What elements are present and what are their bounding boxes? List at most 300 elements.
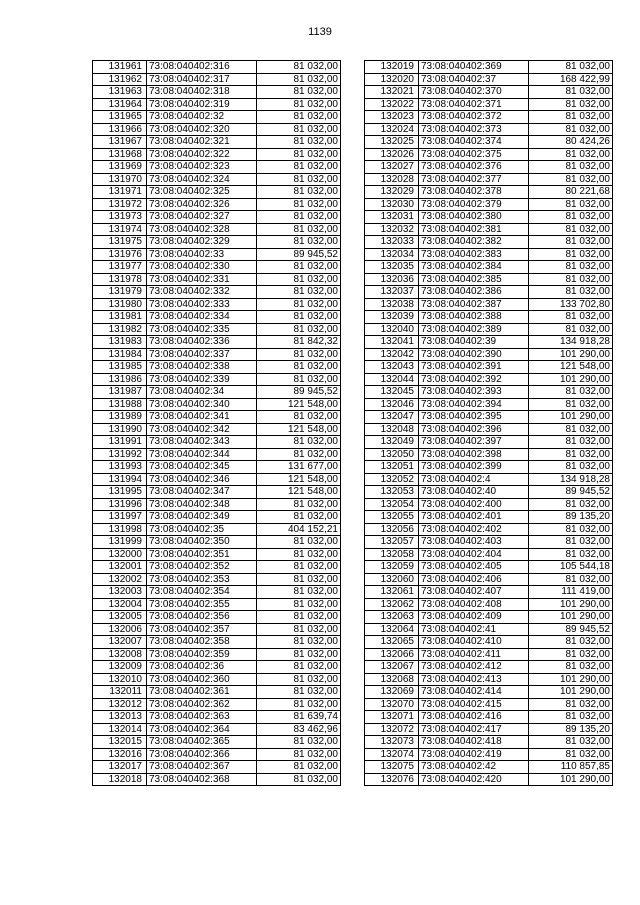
cadastral-value-cell: 89 945,52 [529, 623, 613, 636]
table-row [365, 536, 613, 549]
cadastral-number-cell: 73:08:040402:331 [147, 273, 257, 286]
cadastral-number-cell: 73:08:040402:372 [419, 111, 529, 124]
cadastral-value-cell: 81 032,00 [257, 111, 341, 124]
table-row [365, 236, 613, 249]
cadastral-number-cell: 73:08:040402:352 [147, 561, 257, 574]
table-row [93, 61, 341, 74]
table-row [93, 636, 341, 649]
table-body [365, 61, 613, 786]
row-number-cell: 132012 [93, 698, 147, 711]
table-row [365, 561, 613, 574]
table-row [93, 211, 341, 224]
cadastral-number-cell: 73:08:040402:347 [147, 486, 257, 499]
table-row [93, 673, 341, 686]
row-number-cell: 131967 [93, 136, 147, 149]
cadastral-value-cell: 134 918,28 [529, 473, 613, 486]
cadastral-number-cell: 73:08:040402:400 [419, 498, 529, 511]
cadastral-value-cell: 110 857,85 [529, 761, 613, 774]
cadastral-value-cell: 121 548,00 [529, 361, 613, 374]
table-row [93, 411, 341, 424]
cadastral-value-cell: 101 290,00 [529, 373, 613, 386]
row-number-cell: 131961 [93, 61, 147, 74]
cadastral-table-left [92, 60, 341, 786]
row-number-cell: 132042 [365, 348, 419, 361]
cadastral-number-cell: 73:08:040402:415 [419, 698, 529, 711]
row-number-cell: 132066 [365, 648, 419, 661]
row-number-cell: 131976 [93, 248, 147, 261]
cadastral-number-cell: 73:08:040402:409 [419, 611, 529, 624]
cadastral-value-cell: 81 032,00 [257, 611, 341, 624]
cadastral-value-cell: 81 032,00 [257, 448, 341, 461]
row-number-cell: 132003 [93, 586, 147, 599]
row-number-cell: 131987 [93, 386, 147, 399]
row-number-cell: 132076 [365, 773, 419, 786]
table-row [93, 686, 341, 699]
table-row [93, 186, 341, 199]
row-number-cell: 131996 [93, 498, 147, 511]
row-number-cell: 132049 [365, 436, 419, 449]
table-row [365, 673, 613, 686]
row-number-cell: 131970 [93, 173, 147, 186]
cadastral-value-cell: 81 032,00 [257, 223, 341, 236]
cadastral-number-cell: 73:08:040402:350 [147, 536, 257, 549]
cadastral-value-cell: 81 032,00 [257, 761, 341, 774]
table-row [365, 773, 613, 786]
row-number-cell: 131984 [93, 348, 147, 361]
cadastral-value-cell: 81 032,00 [529, 223, 613, 236]
row-number-cell: 132040 [365, 323, 419, 336]
table-row [365, 86, 613, 99]
cadastral-value-cell: 81 032,00 [257, 548, 341, 561]
cadastral-number-cell: 73:08:040402:402 [419, 523, 529, 536]
table-row [93, 336, 341, 349]
cadastral-number-cell: 73:08:040402:325 [147, 186, 257, 199]
cadastral-number-cell: 73:08:040402:36 [147, 661, 257, 674]
table-row [93, 586, 341, 599]
table-row [93, 236, 341, 249]
row-number-cell: 131991 [93, 436, 147, 449]
table-row [93, 448, 341, 461]
cadastral-number-cell: 73:08:040402:330 [147, 261, 257, 274]
table-row [93, 248, 341, 261]
cadastral-value-cell: 81 032,00 [257, 98, 341, 111]
cadastral-number-cell: 73:08:040402:338 [147, 361, 257, 374]
cadastral-value-cell: 81 032,00 [257, 298, 341, 311]
table-row [93, 723, 341, 736]
cadastral-value-cell: 80 424,26 [529, 136, 613, 149]
table-row [365, 336, 613, 349]
cadastral-value-cell: 81 032,00 [529, 198, 613, 211]
table-row [93, 98, 341, 111]
cadastral-value-cell: 81 032,00 [529, 173, 613, 186]
cadastral-number-cell: 73:08:040402:337 [147, 348, 257, 361]
table-row [93, 148, 341, 161]
table-row [365, 211, 613, 224]
row-number-cell: 132035 [365, 261, 419, 274]
cadastral-number-cell: 73:08:040402:377 [419, 173, 529, 186]
cadastral-value-cell: 81 032,00 [257, 511, 341, 524]
row-number-cell: 131981 [93, 311, 147, 324]
row-number-cell: 132060 [365, 573, 419, 586]
cadastral-number-cell: 73:08:040402:419 [419, 748, 529, 761]
cadastral-value-cell: 168 422,99 [529, 73, 613, 86]
cadastral-value-cell: 89 945,52 [257, 248, 341, 261]
cadastral-value-cell: 81 032,00 [529, 448, 613, 461]
row-number-cell: 132048 [365, 423, 419, 436]
table-row [93, 123, 341, 136]
cadastral-value-cell: 81 639,74 [257, 711, 341, 724]
cadastral-number-cell: 73:08:040402:387 [419, 298, 529, 311]
cadastral-value-cell: 101 290,00 [529, 598, 613, 611]
cadastral-number-cell: 73:08:040402:354 [147, 586, 257, 599]
cadastral-value-cell: 81 032,00 [529, 461, 613, 474]
row-number-cell: 131980 [93, 298, 147, 311]
cadastral-value-cell: 121 548,00 [257, 473, 341, 486]
row-number-cell: 132062 [365, 598, 419, 611]
cadastral-value-cell: 81 032,00 [257, 748, 341, 761]
table-row [93, 611, 341, 624]
row-number-cell: 132029 [365, 186, 419, 199]
cadastral-value-cell: 81 032,00 [257, 136, 341, 149]
cadastral-number-cell: 73:08:040402:365 [147, 736, 257, 749]
table-row [365, 723, 613, 736]
cadastral-value-cell: 404 152,21 [257, 523, 341, 536]
table-row [365, 711, 613, 724]
table-row [365, 648, 613, 661]
table-row [365, 698, 613, 711]
row-number-cell: 132038 [365, 298, 419, 311]
table-row [365, 223, 613, 236]
table-row [365, 523, 613, 536]
cadastral-value-cell: 81 032,00 [257, 411, 341, 424]
cadastral-value-cell: 81 032,00 [257, 186, 341, 199]
cadastral-value-cell: 101 290,00 [529, 348, 613, 361]
table-row [365, 636, 613, 649]
row-number-cell: 132025 [365, 136, 419, 149]
table-row [365, 198, 613, 211]
cadastral-value-cell: 81 032,00 [529, 311, 613, 324]
cadastral-number-cell: 73:08:040402:356 [147, 611, 257, 624]
table-row [93, 73, 341, 86]
table-row [93, 536, 341, 549]
cadastral-value-cell: 81 032,00 [257, 698, 341, 711]
cadastral-value-cell: 89 945,52 [529, 486, 613, 499]
table-row [365, 411, 613, 424]
cadastral-number-cell: 73:08:040402:340 [147, 398, 257, 411]
cadastral-number-cell: 73:08:040402:405 [419, 561, 529, 574]
row-number-cell: 132056 [365, 523, 419, 536]
cadastral-value-cell: 81 032,00 [529, 248, 613, 261]
cadastral-value-cell: 81 032,00 [529, 161, 613, 174]
row-number-cell: 132069 [365, 686, 419, 699]
cadastral-number-cell: 73:08:040402:394 [419, 398, 529, 411]
table-row [93, 511, 341, 524]
table-row [93, 261, 341, 274]
row-number-cell: 131999 [93, 536, 147, 549]
cadastral-number-cell: 73:08:040402:376 [419, 161, 529, 174]
cadastral-number-cell: 73:08:040402:353 [147, 573, 257, 586]
row-number-cell: 132054 [365, 498, 419, 511]
row-number-cell: 132006 [93, 623, 147, 636]
cadastral-value-cell: 81 032,00 [257, 173, 341, 186]
table-row [365, 298, 613, 311]
row-number-cell: 131969 [93, 161, 147, 174]
cadastral-number-cell: 73:08:040402:4 [419, 473, 529, 486]
table-row [93, 436, 341, 449]
table-row [365, 761, 613, 774]
cadastral-number-cell: 73:08:040402:410 [419, 636, 529, 649]
row-number-cell: 132050 [365, 448, 419, 461]
table-row [365, 511, 613, 524]
row-number-cell: 131985 [93, 361, 147, 374]
cadastral-number-cell: 73:08:040402:364 [147, 723, 257, 736]
table-row [365, 398, 613, 411]
cadastral-value-cell: 81 032,00 [529, 111, 613, 124]
table-row [93, 486, 341, 499]
table-row [93, 423, 341, 436]
page-number: 1139 [308, 26, 332, 38]
table-row [365, 323, 613, 336]
row-number-cell: 132000 [93, 548, 147, 561]
row-number-cell: 132008 [93, 648, 147, 661]
cadastral-value-cell: 111 419,00 [529, 586, 613, 599]
cadastral-number-cell: 73:08:040402:319 [147, 98, 257, 111]
cadastral-value-cell: 134 918,28 [529, 336, 613, 349]
cadastral-value-cell: 121 548,00 [257, 398, 341, 411]
table-row [365, 548, 613, 561]
cadastral-number-cell: 73:08:040402:370 [419, 86, 529, 99]
cadastral-value-cell: 81 032,00 [257, 436, 341, 449]
table-row [365, 73, 613, 86]
cadastral-value-cell: 81 032,00 [257, 348, 341, 361]
row-number-cell: 132030 [365, 198, 419, 211]
cadastral-number-cell: 73:08:040402:375 [419, 148, 529, 161]
cadastral-value-cell: 81 032,00 [529, 236, 613, 249]
table-row [93, 561, 341, 574]
cadastral-number-cell: 73:08:040402:360 [147, 673, 257, 686]
cadastral-number-cell: 73:08:040402:406 [419, 573, 529, 586]
cadastral-value-cell: 81 032,00 [257, 61, 341, 74]
row-number-cell: 132051 [365, 461, 419, 474]
table-row [93, 748, 341, 761]
table-row [93, 298, 341, 311]
row-number-cell: 131963 [93, 86, 147, 99]
cadastral-number-cell: 73:08:040402:33 [147, 248, 257, 261]
cadastral-number-cell: 73:08:040402:383 [419, 248, 529, 261]
cadastral-value-cell: 81 032,00 [529, 273, 613, 286]
table-row [365, 286, 613, 299]
row-number-cell: 132001 [93, 561, 147, 574]
cadastral-value-cell: 101 290,00 [529, 611, 613, 624]
row-number-cell: 132032 [365, 223, 419, 236]
table-row [365, 123, 613, 136]
cadastral-number-cell: 73:08:040402:390 [419, 348, 529, 361]
cadastral-value-cell: 89 135,20 [529, 511, 613, 524]
cadastral-number-cell: 73:08:040402:351 [147, 548, 257, 561]
cadastral-value-cell: 101 290,00 [529, 673, 613, 686]
cadastral-value-cell: 81 032,00 [529, 386, 613, 399]
table-row [93, 373, 341, 386]
table-row [365, 686, 613, 699]
cadastral-value-cell: 81 032,00 [257, 73, 341, 86]
cadastral-number-cell: 73:08:040402:361 [147, 686, 257, 699]
cadastral-value-cell: 83 462,96 [257, 723, 341, 736]
table-row [93, 323, 341, 336]
cadastral-number-cell: 73:08:040402:328 [147, 223, 257, 236]
cadastral-value-cell: 133 702,80 [529, 298, 613, 311]
row-number-cell: 132070 [365, 698, 419, 711]
table-row [365, 148, 613, 161]
row-number-cell: 132047 [365, 411, 419, 424]
table-row [93, 698, 341, 711]
table-row [365, 173, 613, 186]
cadastral-value-cell: 81 032,00 [529, 398, 613, 411]
cadastral-number-cell: 73:08:040402:323 [147, 161, 257, 174]
table-body [93, 61, 341, 786]
table-row [93, 386, 341, 399]
cadastral-value-cell: 81 032,00 [529, 436, 613, 449]
cadastral-number-cell: 73:08:040402:341 [147, 411, 257, 424]
cadastral-value-cell: 81 032,00 [529, 636, 613, 649]
cadastral-number-cell: 73:08:040402:39 [419, 336, 529, 349]
cadastral-number-cell: 73:08:040402:388 [419, 311, 529, 324]
cadastral-number-cell: 73:08:040402:366 [147, 748, 257, 761]
table-row [93, 623, 341, 636]
cadastral-value-cell: 81 032,00 [529, 548, 613, 561]
cadastral-value-cell: 105 544,18 [529, 561, 613, 574]
row-number-cell: 131992 [93, 448, 147, 461]
table-row [365, 373, 613, 386]
cadastral-value-cell: 81 032,00 [529, 286, 613, 299]
row-number-cell: 131994 [93, 473, 147, 486]
row-number-cell: 131989 [93, 411, 147, 424]
cadastral-number-cell: 73:08:040402:335 [147, 323, 257, 336]
cadastral-value-cell: 81 032,00 [529, 698, 613, 711]
cadastral-value-cell: 81 032,00 [257, 123, 341, 136]
table-row [93, 461, 341, 474]
cadastral-value-cell: 89 945,52 [257, 386, 341, 399]
row-number-cell: 131986 [93, 373, 147, 386]
cadastral-value-cell: 81 032,00 [257, 148, 341, 161]
row-number-cell: 132021 [365, 86, 419, 99]
cadastral-value-cell: 101 290,00 [529, 773, 613, 786]
row-number-cell: 131982 [93, 323, 147, 336]
cadastral-value-cell: 81 032,00 [257, 586, 341, 599]
cadastral-number-cell: 73:08:040402:336 [147, 336, 257, 349]
cadastral-value-cell: 81 032,00 [529, 648, 613, 661]
row-number-cell: 131995 [93, 486, 147, 499]
cadastral-number-cell: 73:08:040402:373 [419, 123, 529, 136]
table-row [365, 423, 613, 436]
cadastral-number-cell: 73:08:040402:384 [419, 261, 529, 274]
cadastral-number-cell: 73:08:040402:374 [419, 136, 529, 149]
cadastral-number-cell: 73:08:040402:348 [147, 498, 257, 511]
row-number-cell: 132073 [365, 736, 419, 749]
cadastral-number-cell: 73:08:040402:367 [147, 761, 257, 774]
row-number-cell: 131978 [93, 273, 147, 286]
row-number-cell: 132037 [365, 286, 419, 299]
row-number-cell: 131965 [93, 111, 147, 124]
table-row [93, 573, 341, 586]
cadastral-number-cell: 73:08:040402:386 [419, 286, 529, 299]
cadastral-number-cell: 73:08:040402:35 [147, 523, 257, 536]
cadastral-number-cell: 73:08:040402:324 [147, 173, 257, 186]
cadastral-value-cell: 81 032,00 [257, 361, 341, 374]
cadastral-number-cell: 73:08:040402:342 [147, 423, 257, 436]
row-number-cell: 132002 [93, 573, 147, 586]
table-row [93, 648, 341, 661]
cadastral-number-cell: 73:08:040402:322 [147, 148, 257, 161]
cadastral-number-cell: 73:08:040402:399 [419, 461, 529, 474]
cadastral-value-cell: 81 032,00 [529, 661, 613, 674]
cadastral-value-cell: 81 032,00 [257, 198, 341, 211]
cadastral-number-cell: 73:08:040402:401 [419, 511, 529, 524]
cadastral-value-cell: 81 032,00 [529, 536, 613, 549]
row-number-cell: 132016 [93, 748, 147, 761]
row-number-cell: 132046 [365, 398, 419, 411]
cadastral-value-cell: 81 032,00 [257, 736, 341, 749]
row-number-cell: 132058 [365, 548, 419, 561]
row-number-cell: 132055 [365, 511, 419, 524]
table-row [365, 611, 613, 624]
cadastral-value-cell: 101 290,00 [529, 411, 613, 424]
cadastral-value-cell: 81 032,00 [529, 748, 613, 761]
cadastral-value-cell: 81 032,00 [257, 323, 341, 336]
cadastral-value-cell: 81 032,00 [257, 561, 341, 574]
cadastral-value-cell: 81 032,00 [529, 498, 613, 511]
table-row [365, 98, 613, 111]
table-row [93, 311, 341, 324]
cadastral-number-cell: 73:08:040402:380 [419, 211, 529, 224]
cadastral-value-cell: 81 032,00 [529, 211, 613, 224]
cadastral-value-cell: 81 032,00 [529, 61, 613, 74]
row-number-cell: 131975 [93, 236, 147, 249]
table-row [93, 761, 341, 774]
cadastral-number-cell: 73:08:040402:357 [147, 623, 257, 636]
row-number-cell: 132044 [365, 373, 419, 386]
table-row [365, 361, 613, 374]
row-number-cell: 131990 [93, 423, 147, 436]
table-row [365, 573, 613, 586]
table-row [365, 261, 613, 274]
row-number-cell: 132013 [93, 711, 147, 724]
table-row [93, 173, 341, 186]
row-number-cell: 132018 [93, 773, 147, 786]
cadastral-number-cell: 73:08:040402:326 [147, 198, 257, 211]
row-number-cell: 132075 [365, 761, 419, 774]
table-row [93, 661, 341, 674]
cadastral-number-cell: 73:08:040402:42 [419, 761, 529, 774]
cadastral-number-cell: 73:08:040402:318 [147, 86, 257, 99]
row-number-cell: 132007 [93, 636, 147, 649]
cadastral-number-cell: 73:08:040402:396 [419, 423, 529, 436]
table-row [365, 186, 613, 199]
row-number-cell: 131968 [93, 148, 147, 161]
row-number-cell: 132061 [365, 586, 419, 599]
cadastral-value-cell: 81 032,00 [257, 648, 341, 661]
table-row [93, 498, 341, 511]
cadastral-value-cell: 81 032,00 [257, 236, 341, 249]
cadastral-number-cell: 73:08:040402:332 [147, 286, 257, 299]
row-number-cell: 132036 [365, 273, 419, 286]
table-row [365, 461, 613, 474]
row-number-cell: 131972 [93, 198, 147, 211]
cadastral-value-cell: 81 032,00 [529, 736, 613, 749]
cadastral-number-cell: 73:08:040402:358 [147, 636, 257, 649]
cadastral-number-cell: 73:08:040402:378 [419, 186, 529, 199]
row-number-cell: 132014 [93, 723, 147, 736]
row-number-cell: 132041 [365, 336, 419, 349]
